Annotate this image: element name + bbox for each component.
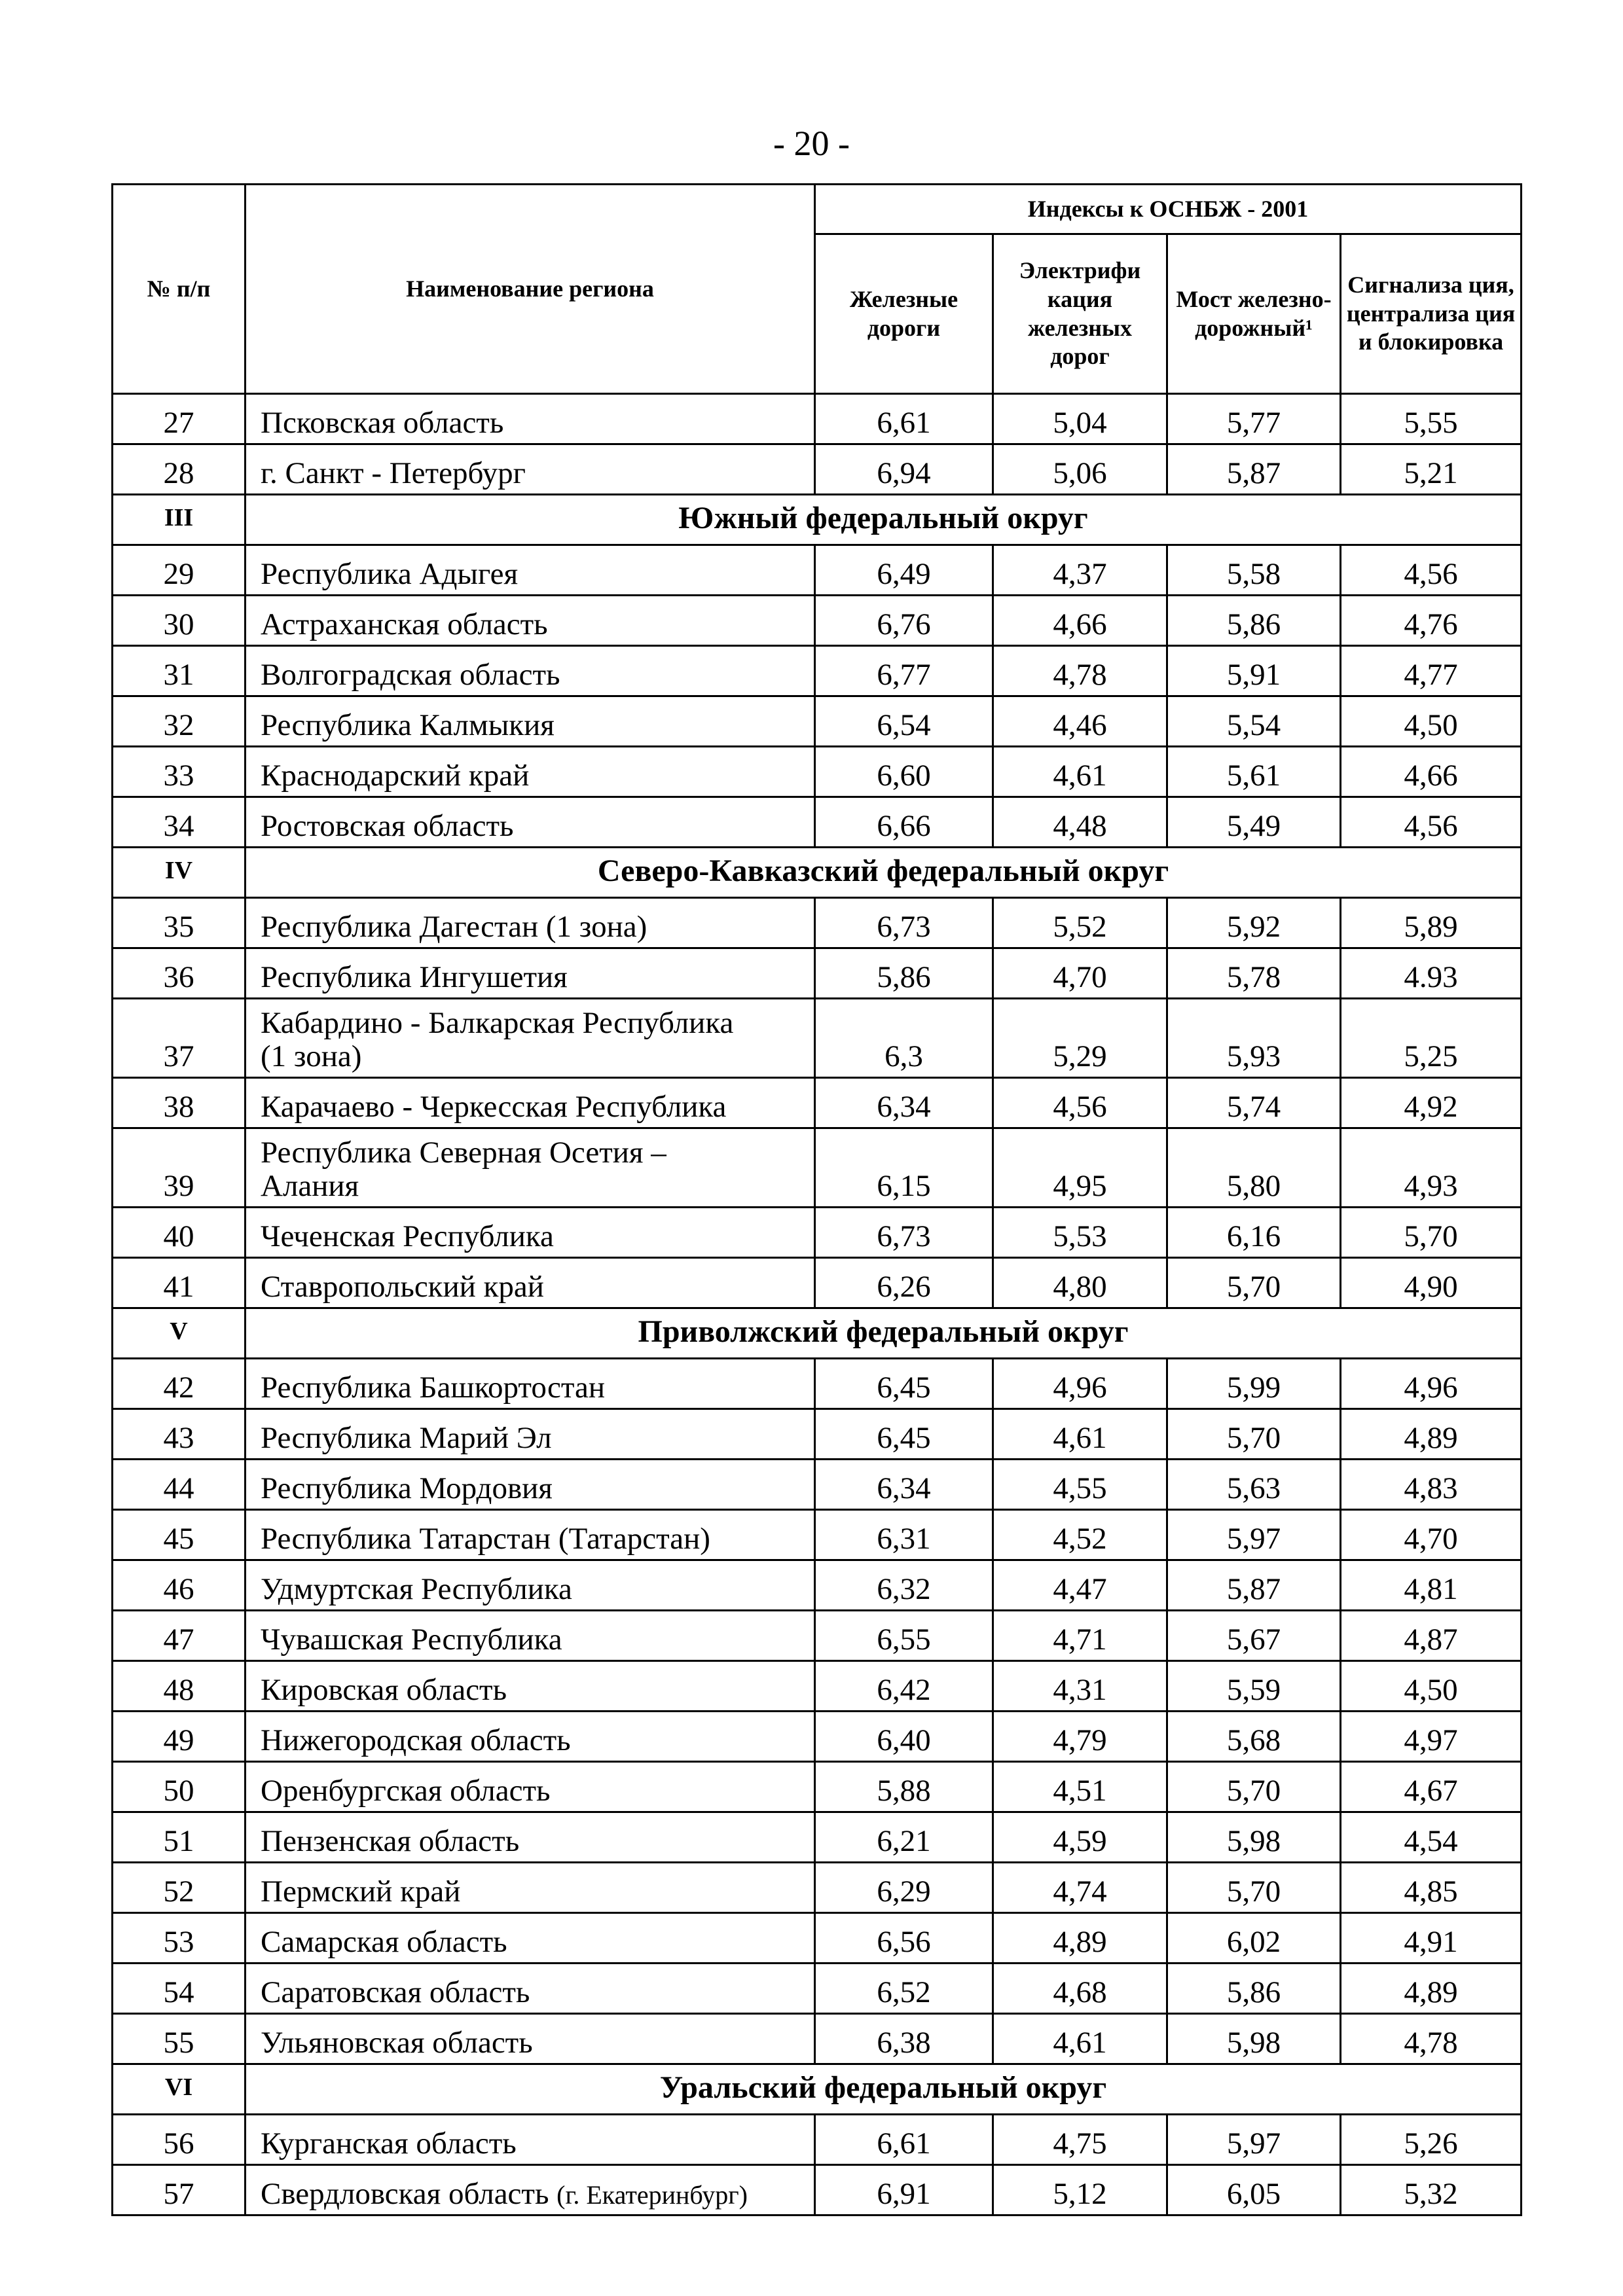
region-name: Республика Ингушетия: [246, 948, 815, 999]
section-title: Южный федеральный округ: [246, 495, 1522, 545]
section-title: Приволжский федеральный округ: [246, 1308, 1522, 1359]
region-name: Ульяновская область: [246, 2014, 815, 2064]
table-row: [113, 2165, 1522, 2215]
railways-index: 6,40: [815, 1712, 993, 1762]
bridge-index: 5,70: [1167, 1762, 1341, 1812]
row-number: 50: [113, 1762, 246, 1812]
row-number: 38: [113, 1078, 246, 1128]
table-row: [113, 1560, 1522, 1611]
bridge-index: 5,86: [1167, 596, 1341, 646]
electrification-index: 4,51: [993, 1762, 1167, 1812]
header-railway-bridge: Мост железно-дорожный¹: [1167, 234, 1341, 394]
electrification-index: 4,52: [993, 1510, 1167, 1560]
row-number: 48: [113, 1661, 246, 1712]
signaling-index: 4,85: [1341, 1863, 1522, 1913]
bridge-index: 5,70: [1167, 1409, 1341, 1460]
railways-index: 6,45: [815, 1359, 993, 1409]
signaling-index: 4,91: [1341, 1913, 1522, 1964]
section-row: [113, 2064, 1522, 2115]
region-name: Пермский край: [246, 1863, 815, 1913]
signaling-index: 4,78: [1341, 2014, 1522, 2064]
railways-index: 6,56: [815, 1913, 993, 1964]
header-railways: Железные дороги: [815, 234, 993, 394]
row-number: 45: [113, 1510, 246, 1560]
signaling-index: 4,76: [1341, 596, 1522, 646]
row-number: 31: [113, 646, 246, 696]
region-name: г. Санкт - Петербург: [246, 444, 815, 495]
row-number: 54: [113, 1964, 246, 2014]
row-number: 44: [113, 1460, 246, 1510]
row-number: 27: [113, 394, 246, 444]
row-number: 52: [113, 1863, 246, 1913]
region-name: Оренбургская область: [246, 1762, 815, 1812]
table-row: [113, 2115, 1522, 2165]
table-row: [113, 1460, 1522, 1510]
electrification-index: 4,74: [993, 1863, 1167, 1913]
table-row: [113, 948, 1522, 999]
table-row: [113, 1762, 1522, 1812]
electrification-index: 5,52: [993, 898, 1167, 948]
signaling-index: 5,25: [1341, 999, 1522, 1078]
signaling-index: 4,70: [1341, 1510, 1522, 1560]
table-row: [113, 2014, 1522, 2064]
row-number: 33: [113, 747, 246, 797]
railways-index: 6,26: [815, 1258, 993, 1308]
railways-index: 5,88: [815, 1762, 993, 1812]
signaling-index: 4,50: [1341, 1661, 1522, 1712]
table-row: [113, 1208, 1522, 1258]
region-name: Республика Адыгея: [246, 545, 815, 596]
electrification-index: 4,61: [993, 1409, 1167, 1460]
electrification-index: 4,31: [993, 1661, 1167, 1712]
section-number: VI: [113, 2064, 246, 2115]
region-name: Республика Татарстан (Татарстан): [246, 1510, 815, 1560]
railways-index: 6,73: [815, 898, 993, 948]
table-row: [113, 1611, 1522, 1661]
railways-index: 6,60: [815, 747, 993, 797]
region-name: Ростовская область: [246, 797, 815, 848]
region-name: Курганская область: [246, 2115, 815, 2165]
row-number: 34: [113, 797, 246, 848]
bridge-index: 5,87: [1167, 444, 1341, 495]
table-row: [113, 797, 1522, 848]
table-row: [113, 1661, 1522, 1712]
signaling-index: 4,56: [1341, 545, 1522, 596]
header-signaling: Сигнализа ция, централиза ция и блокировка: [1341, 234, 1522, 394]
table-row: [113, 696, 1522, 747]
railways-index: 6,91: [815, 2165, 993, 2215]
table-body: [113, 394, 1522, 2215]
railways-index: 6,34: [815, 1078, 993, 1128]
railways-index: 6,76: [815, 596, 993, 646]
electrification-index: 4,66: [993, 596, 1167, 646]
header-num: № п/п: [113, 185, 246, 394]
signaling-index: 5,70: [1341, 1208, 1522, 1258]
region-name-cell: [246, 999, 815, 1078]
region-name: Самарская область: [246, 1913, 815, 1964]
region-name: Нижегородская область: [246, 1712, 815, 1762]
table-row: [113, 747, 1522, 797]
signaling-index: 4,97: [1341, 1712, 1522, 1762]
region-name: Республика Мордовия: [246, 1460, 815, 1510]
row-number: 47: [113, 1611, 246, 1661]
header-electrification: Электрифи кация железных дорог: [993, 234, 1167, 394]
electrification-index: 5,04: [993, 394, 1167, 444]
signaling-index: 5,32: [1341, 2165, 1522, 2215]
table-row: [113, 1913, 1522, 1964]
region-name-cell: [246, 1128, 815, 1208]
table-row: [113, 898, 1522, 948]
row-number: 57: [113, 2165, 246, 2215]
row-number: 41: [113, 1258, 246, 1308]
table-row: [113, 1812, 1522, 1863]
signaling-index: 4,83: [1341, 1460, 1522, 1510]
railways-index: 6,31: [815, 1510, 993, 1560]
bridge-index: 5,74: [1167, 1078, 1341, 1128]
railways-index: 6,45: [815, 1409, 993, 1460]
row-number: 39: [113, 1128, 246, 1208]
table-row: [113, 1712, 1522, 1762]
table-row: [113, 596, 1522, 646]
region-name: Кировская область: [246, 1661, 815, 1712]
region-name: Краснодарский край: [246, 747, 815, 797]
region-name: Псковская область: [246, 394, 815, 444]
signaling-index: 4,96: [1341, 1359, 1522, 1409]
bridge-index: 5,59: [1167, 1661, 1341, 1712]
signaling-index: 5,26: [1341, 2115, 1522, 2165]
row-number: 56: [113, 2115, 246, 2165]
region-name: Саратовская область: [246, 1964, 815, 2014]
electrification-index: 4,59: [993, 1812, 1167, 1863]
region-name-cell: [246, 2165, 815, 2215]
region-name: Республика Башкортостан: [246, 1359, 815, 1409]
region-name-line2: (1 зона): [261, 1039, 362, 1074]
regional-index-table: [111, 183, 1522, 2216]
electrification-index: 4,95: [993, 1128, 1167, 1208]
bridge-index: 5,78: [1167, 948, 1341, 999]
bridge-index: 5,98: [1167, 1812, 1341, 1863]
railways-index: 6,54: [815, 696, 993, 747]
row-number: 37: [113, 999, 246, 1078]
electrification-index: 4,37: [993, 545, 1167, 596]
bridge-index: 5,92: [1167, 898, 1341, 948]
bridge-index: 6,16: [1167, 1208, 1341, 1258]
signaling-index: 4,90: [1341, 1258, 1522, 1308]
row-number: 42: [113, 1359, 246, 1409]
row-number: 51: [113, 1812, 246, 1863]
electrification-index: 4,68: [993, 1964, 1167, 2014]
row-number: 30: [113, 596, 246, 646]
bridge-index: 5,67: [1167, 1611, 1341, 1661]
signaling-index: 5,21: [1341, 444, 1522, 495]
row-number: 40: [113, 1208, 246, 1258]
row-number: 36: [113, 948, 246, 999]
table-row: [113, 394, 1522, 444]
row-number: 46: [113, 1560, 246, 1611]
section-row: [113, 1308, 1522, 1359]
bridge-index: 5,86: [1167, 1964, 1341, 2014]
bridge-index: 5,97: [1167, 2115, 1341, 2165]
electrification-index: 4,70: [993, 948, 1167, 999]
signaling-index: 4,66: [1341, 747, 1522, 797]
electrification-index: 4,79: [993, 1712, 1167, 1762]
table-row: [113, 1964, 1522, 2014]
region-name: Карачаево - Черкесская Республика: [246, 1078, 815, 1128]
table-row: [113, 1128, 1522, 1208]
electrification-index: 4,78: [993, 646, 1167, 696]
railways-index: 6,34: [815, 1460, 993, 1510]
section-number: IV: [113, 848, 246, 898]
railways-index: 6,21: [815, 1812, 993, 1863]
bridge-index: 5,97: [1167, 1510, 1341, 1560]
section-title: Северо-Кавказский федеральный округ: [246, 848, 1522, 898]
section-number: III: [113, 495, 246, 545]
section-row: [113, 848, 1522, 898]
railways-index: 6,15: [815, 1128, 993, 1208]
region-name: Свердловская область: [261, 2177, 549, 2212]
signaling-index: 5,55: [1341, 394, 1522, 444]
bridge-index: 5,99: [1167, 1359, 1341, 1409]
electrification-index: 5,29: [993, 999, 1167, 1078]
bridge-index: 5,61: [1167, 747, 1341, 797]
railways-index: 6,42: [815, 1661, 993, 1712]
table-row: [113, 1359, 1522, 1409]
electrification-index: 4,80: [993, 1258, 1167, 1308]
region-name: Волгоградская область: [246, 646, 815, 696]
railways-index: 6,52: [815, 1964, 993, 2014]
electrification-index: 4,56: [993, 1078, 1167, 1128]
bridge-index: 5,54: [1167, 696, 1341, 747]
electrification-index: 4,48: [993, 797, 1167, 848]
row-number: 55: [113, 2014, 246, 2064]
table-row: [113, 646, 1522, 696]
table-row: [113, 1078, 1522, 1128]
region-name: Республика Дагестан (1 зона): [246, 898, 815, 948]
bridge-index: 5,49: [1167, 797, 1341, 848]
signaling-index: 4,50: [1341, 696, 1522, 747]
page-number: - 20 -: [773, 124, 850, 163]
railways-index: 6,49: [815, 545, 993, 596]
row-number: 53: [113, 1913, 246, 1964]
section-title: Уральский федеральный округ: [246, 2064, 1522, 2115]
bridge-index: 5,80: [1167, 1128, 1341, 1208]
electrification-index: 4,46: [993, 696, 1167, 747]
region-name: Ставропольский край: [246, 1258, 815, 1308]
bridge-index: 5,77: [1167, 394, 1341, 444]
section-row: [113, 495, 1522, 545]
region-name-line1: Кабардино - Балкарская Республика: [261, 1005, 734, 1040]
table-row: [113, 1258, 1522, 1308]
bridge-index: 5,68: [1167, 1712, 1341, 1762]
table-row: [113, 1510, 1522, 1560]
table-row: [113, 1863, 1522, 1913]
railways-index: 5,86: [815, 948, 993, 999]
railways-index: 6,66: [815, 797, 993, 848]
table-row: [113, 545, 1522, 596]
railways-index: 6,94: [815, 444, 993, 495]
signaling-index: 4,87: [1341, 1611, 1522, 1661]
railways-index: 6,77: [815, 646, 993, 696]
section-number: V: [113, 1308, 246, 1359]
electrification-index: 4,61: [993, 2014, 1167, 2064]
railways-index: 6,61: [815, 2115, 993, 2165]
signaling-index: 4,92: [1341, 1078, 1522, 1128]
bridge-index: 5,70: [1167, 1258, 1341, 1308]
region-name-line1: Республика Северная Осетия –: [261, 1135, 666, 1170]
railways-index: 6,38: [815, 2014, 993, 2064]
bridge-index: 5,93: [1167, 999, 1341, 1078]
signaling-index: 4,93: [1341, 1128, 1522, 1208]
electrification-index: 5,53: [993, 1208, 1167, 1258]
table-row: [113, 444, 1522, 495]
electrification-index: 4,89: [993, 1913, 1167, 1964]
region-name: Республика Калмыкия: [246, 696, 815, 747]
signaling-index: 4,67: [1341, 1762, 1522, 1812]
electrification-index: 4,61: [993, 747, 1167, 797]
region-name-line2: Алания: [261, 1169, 359, 1204]
header-index-group: Индексы к ОСНБЖ - 2001: [815, 185, 1522, 234]
region-name-note: (г. Екатеринбург): [556, 2180, 748, 2210]
bridge-index: 5,87: [1167, 1560, 1341, 1611]
row-number: 28: [113, 444, 246, 495]
row-number: 29: [113, 545, 246, 596]
electrification-index: 4,96: [993, 1359, 1167, 1409]
row-number: 32: [113, 696, 246, 747]
railways-index: 6,3: [815, 999, 993, 1078]
bridge-index: 6,05: [1167, 2165, 1341, 2215]
electrification-index: 4,75: [993, 2115, 1167, 2165]
region-name: Чувашская Республика: [246, 1611, 815, 1661]
bridge-index: 5,91: [1167, 646, 1341, 696]
region-name: Республика Марий Эл: [246, 1409, 815, 1460]
signaling-index: 4,54: [1341, 1812, 1522, 1863]
bridge-index: 5,58: [1167, 545, 1341, 596]
railways-index: 6,55: [815, 1611, 993, 1661]
railways-index: 6,61: [815, 394, 993, 444]
region-name: Астраханская область: [246, 596, 815, 646]
electrification-index: 4,71: [993, 1611, 1167, 1661]
electrification-index: 4,47: [993, 1560, 1167, 1611]
region-name: Пензенская область: [246, 1812, 815, 1863]
signaling-index: 4,89: [1341, 1409, 1522, 1460]
railways-index: 6,32: [815, 1560, 993, 1611]
electrification-index: 4,55: [993, 1460, 1167, 1510]
railways-index: 6,29: [815, 1863, 993, 1913]
bridge-index: 6,02: [1167, 1913, 1341, 1964]
header-region-name: Наименование региона: [246, 185, 815, 394]
bridge-index: 5,98: [1167, 2014, 1341, 2064]
railways-index: 6,73: [815, 1208, 993, 1258]
row-number: 35: [113, 898, 246, 948]
table-row: [113, 999, 1522, 1078]
signaling-index: 4.93: [1341, 948, 1522, 999]
signaling-index: 4,81: [1341, 1560, 1522, 1611]
signaling-index: 5,89: [1341, 898, 1522, 948]
bridge-index: 5,63: [1167, 1460, 1341, 1510]
electrification-index: 5,12: [993, 2165, 1167, 2215]
electrification-index: 5,06: [993, 444, 1167, 495]
bridge-index: 5,70: [1167, 1863, 1341, 1913]
table-row: [113, 1409, 1522, 1460]
signaling-index: 4,89: [1341, 1964, 1522, 2014]
signaling-index: 4,56: [1341, 797, 1522, 848]
row-number: 43: [113, 1409, 246, 1460]
signaling-index: 4,77: [1341, 646, 1522, 696]
region-name: Чеченская Республика: [246, 1208, 815, 1258]
row-number: 49: [113, 1712, 246, 1762]
region-name: Удмуртская Республика: [246, 1560, 815, 1611]
